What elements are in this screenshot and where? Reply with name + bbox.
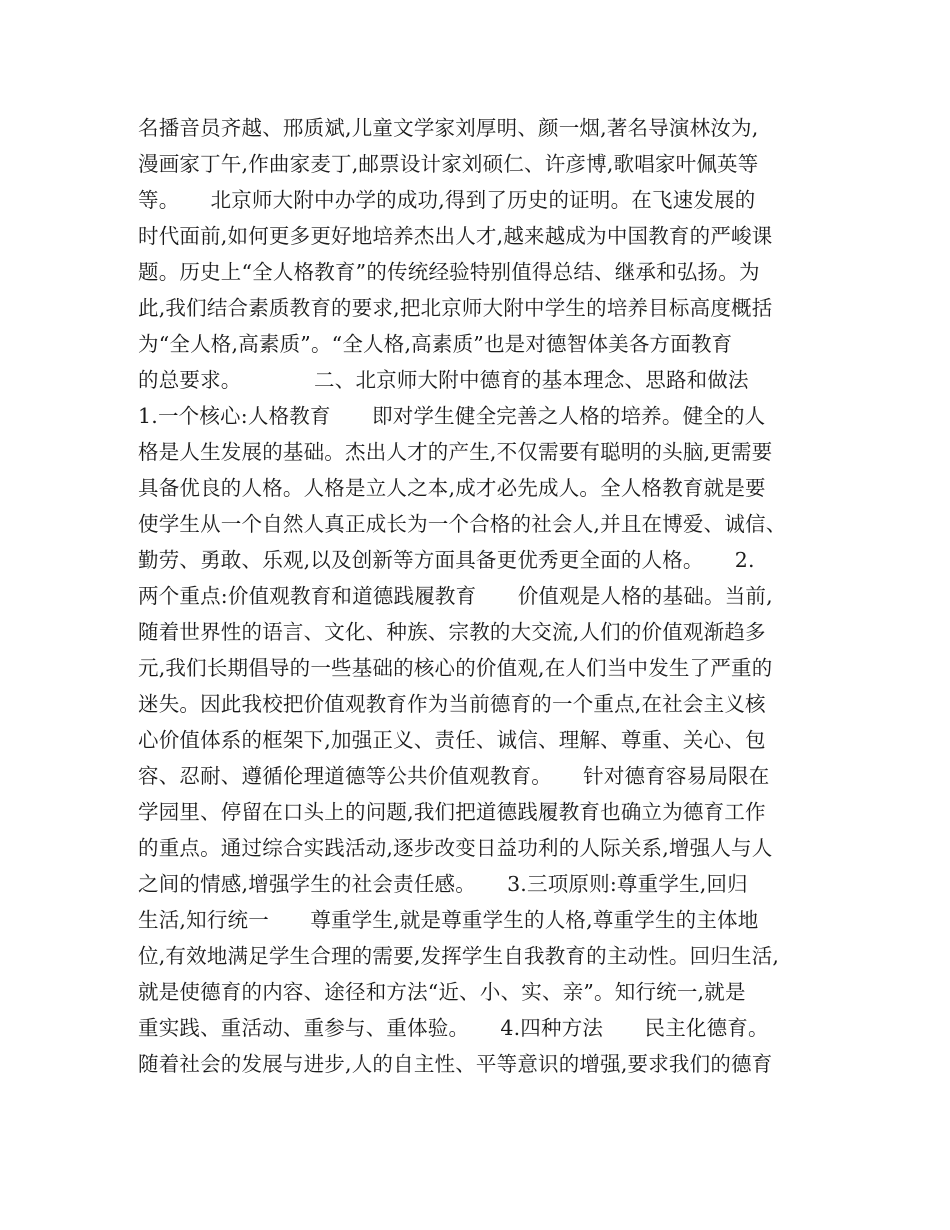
text-line: 元,我们长期倡导的一些基础的核心的价值观,在人们当中发生了严重的 (138, 656, 773, 680)
text-line: 使学生从一个自然人真正成长为一个合格的社会人,并且在博爱、诚信、 (138, 512, 787, 536)
text-line: 等。 北京师大附中办学的成功,得到了历史的证明。在飞速发展的 (138, 188, 756, 212)
text-line: 的重点。通过综合实践活动,逐步改变日益功利的人际关系,增强人与人 (138, 836, 773, 860)
text-line: 题。历史上“全人格教育”的传统经验特别值得总结、继承和弘扬。为 (138, 260, 760, 284)
text-line: 两个重点:价值观教育和道德践履教育 价值观是人格的基础。当前, (138, 584, 773, 608)
text-line: 勤劳、勇敢、乐观,以及创新等方面具备更优秀更全面的人格。 2. (138, 548, 755, 572)
text-line: 格是人生发展的基础。杰出人才的产生,不仅需要有聪明的头脑,更需要 (138, 440, 773, 464)
text-line: 随着世界性的语言、文化、种族、宗教的大交流,人们的价值观渐趋多 (138, 620, 766, 644)
text-line: 随着社会的发展与进步,人的自主性、平等意识的增强,要求我们的德育 (138, 1052, 773, 1076)
text-line: 迷失。因此我校把价值观教育作为当前德育的一个重点,在社会主义核 (138, 692, 766, 716)
text-line: 位,有效地满足学生合理的需要,发挥学生自我教育的主动性。回归生活, (138, 944, 780, 968)
text-line: 具备优良的人格。人格是立人之本,成才必先成人。全人格教育就是要 (138, 476, 766, 500)
text-line: 生活,知行统一 尊重学生,就是尊重学生的人格,尊重学生的主体地 (138, 908, 759, 932)
text-line: 心价值体系的框架下,加强正义、责任、诚信、理解、尊重、关心、包 (138, 728, 766, 752)
text-line: 名播音员齐越、邢质斌,儿童文学家刘厚明、颜一烟,著名导演林汝为, (138, 116, 759, 140)
text-line: 的总要求。 二、北京师大附中德育的基本理念、思路和做法 (138, 368, 749, 392)
text-line: 此,我们结合素质教育的要求,把北京师大附中学生的培养目标高度概括 (138, 296, 773, 320)
text-line: 重实践、重活动、重参与、重体验。 4.四种方法 民主化德育。 (138, 1016, 769, 1040)
text-line: 就是使德育的内容、途径和方法“近、小、实、亲”。知行统一,就是 (138, 980, 746, 1004)
text-line: 漫画家丁午,作曲家麦丁,邮票设计家刘硕仁、许彦博,歌唱家叶佩英等 (138, 152, 759, 176)
text-line: 为“全人格,高素质”。“全人格,高素质”也是对德智体美各方面教育 (138, 332, 733, 356)
text-line: 1.一个核心:人格教育 即对学生健全完善之人格的培养。健全的人 (138, 404, 766, 428)
text-line: 时代面前,如何更多更好地培养杰出人才,越来越成为中国教育的严峻课 (138, 224, 773, 248)
text-line: 学园里、停留在口头上的问题,我们把道德践履教育也确立为德育工作 (138, 800, 766, 824)
text-line: 容、忍耐、遵循伦理道德等公共价值观教育。 针对德育容易局限在 (138, 764, 770, 788)
body-text (138, 110, 818, 1082)
text-line: 之间的情感,增强学生的社会责任感。 3.三项原则:尊重学生,回归 (138, 872, 748, 896)
